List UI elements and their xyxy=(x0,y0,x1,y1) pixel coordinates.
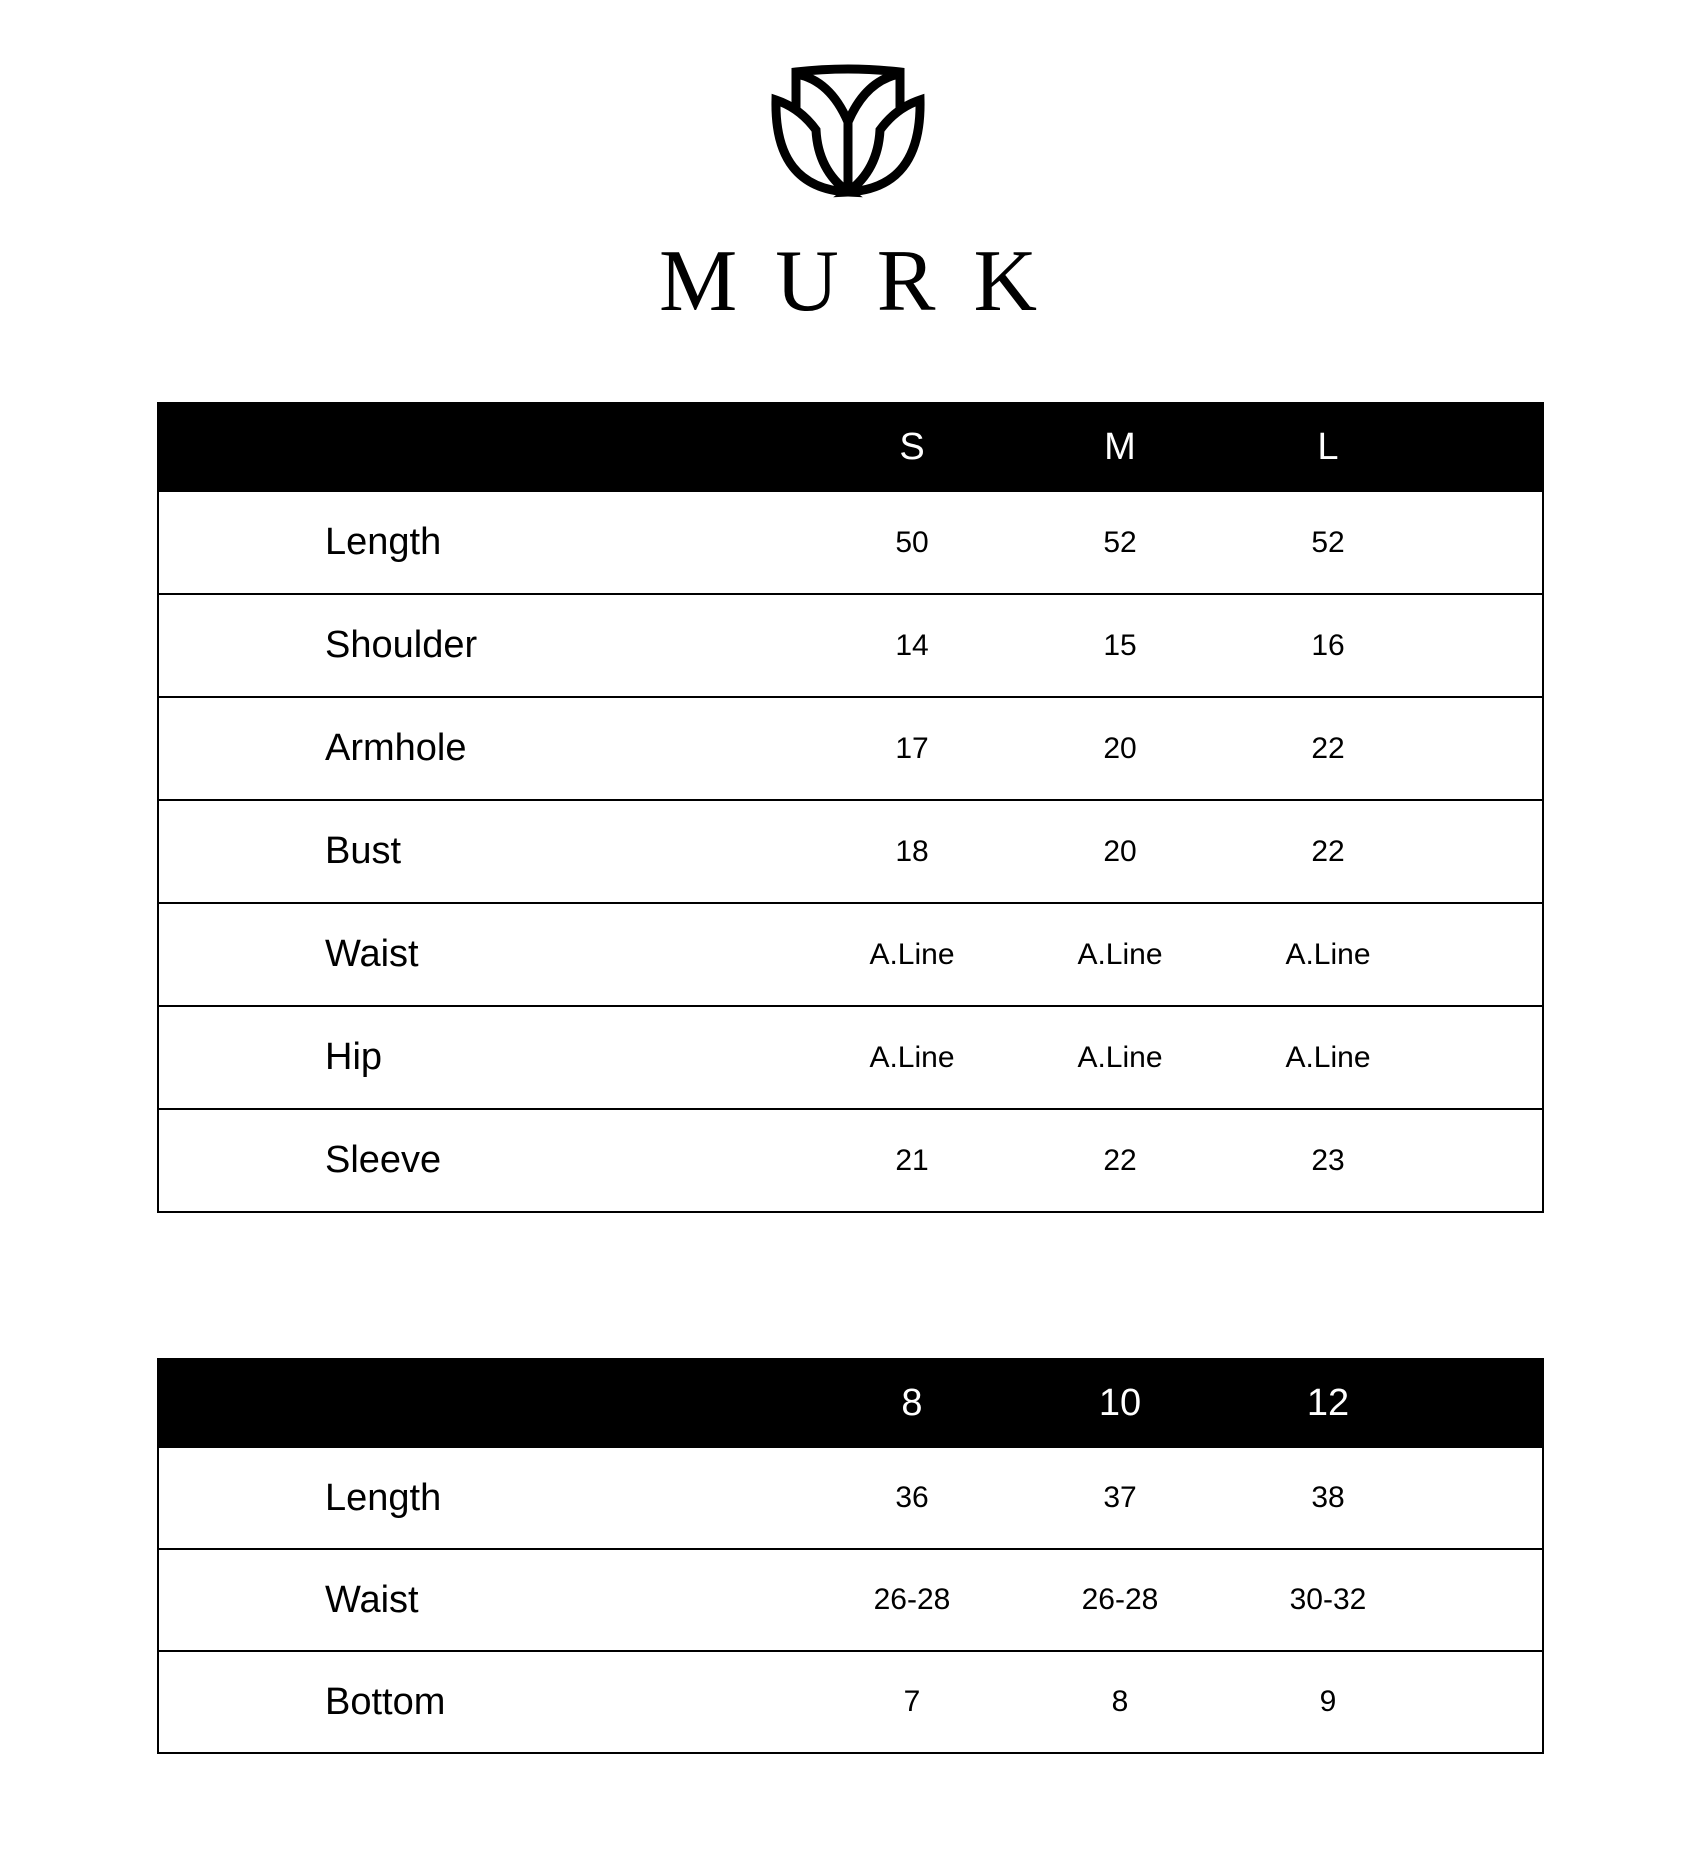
table-cell: 36 xyxy=(895,1481,929,1514)
table-cell: 26-28 xyxy=(1081,1583,1159,1616)
header-cell-size-s: S xyxy=(899,425,925,468)
table-row xyxy=(158,1006,1543,1109)
header-cell-empty xyxy=(158,403,808,491)
table-cell: 21 xyxy=(895,1143,929,1177)
table-cell: 26-28 xyxy=(873,1583,951,1616)
lotus-logo-icon xyxy=(768,60,928,200)
header-cell-padding xyxy=(1432,403,1543,491)
row-label: Sleeve xyxy=(325,1139,442,1181)
table-cell: 38 xyxy=(1311,1481,1345,1514)
table-cell: 52 xyxy=(1103,525,1137,559)
table-cell: 50 xyxy=(895,525,929,559)
header-cell-size-m: M xyxy=(1104,425,1136,468)
header-cell-empty xyxy=(158,1359,808,1447)
table-cell: 9 xyxy=(1319,1685,1337,1718)
table-cell-padding xyxy=(1432,1651,1543,1753)
table-cell-padding xyxy=(1432,903,1543,1006)
table-header-row xyxy=(158,1359,1543,1447)
table-cell: 52 xyxy=(1311,525,1345,559)
table-cell: 8 xyxy=(1111,1685,1129,1718)
table-cell-padding xyxy=(1432,594,1543,697)
table-cell: 14 xyxy=(895,628,929,662)
table-cell: 22 xyxy=(1311,834,1345,868)
table-cell-padding xyxy=(1432,697,1543,800)
table-cell: 16 xyxy=(1311,628,1345,662)
table-cell-padding xyxy=(1432,1006,1543,1109)
header-cell-size-l: L xyxy=(1317,425,1339,468)
brand-logo xyxy=(0,60,1696,330)
table-cell: A.Line xyxy=(1285,1040,1371,1074)
table-cell: 7 xyxy=(903,1685,921,1718)
table-cell: A.Line xyxy=(869,1040,955,1074)
table-row xyxy=(158,1109,1543,1212)
header-cell-size-12: 12 xyxy=(1306,1381,1350,1424)
row-label: Bust xyxy=(325,830,402,872)
table-row xyxy=(158,1651,1543,1753)
table-cell: 23 xyxy=(1311,1143,1345,1177)
size-chart-bottom-table xyxy=(157,1358,1544,1754)
table-cell: 22 xyxy=(1103,1143,1137,1177)
table-row xyxy=(158,903,1543,1006)
header-cell-size-8: 8 xyxy=(901,1381,923,1424)
table-cell: 30-32 xyxy=(1289,1583,1367,1616)
table-cell: A.Line xyxy=(1077,1040,1163,1074)
row-label: Waist xyxy=(325,933,419,975)
table-cell: 17 xyxy=(895,731,929,765)
table-cell: 15 xyxy=(1103,628,1137,662)
table-cell-padding xyxy=(1432,1109,1543,1212)
table-cell: 37 xyxy=(1103,1481,1137,1514)
table-row xyxy=(158,697,1543,800)
row-label: Armhole xyxy=(325,727,467,769)
header-cell-padding xyxy=(1432,1359,1543,1447)
table-header-row xyxy=(158,403,1543,491)
row-label: Waist xyxy=(325,1578,419,1621)
table-cell-padding xyxy=(1432,1549,1543,1651)
table-cell: A.Line xyxy=(1285,937,1371,971)
table-cell: A.Line xyxy=(869,937,955,971)
table-cell-padding xyxy=(1432,800,1543,903)
table-cell: A.Line xyxy=(1077,937,1163,971)
row-label: Length xyxy=(325,521,442,563)
row-label: Bottom xyxy=(325,1680,446,1723)
table-cell: 20 xyxy=(1103,731,1137,765)
row-label: Shoulder xyxy=(325,624,478,666)
table-cell: 18 xyxy=(895,834,929,868)
table-cell: 20 xyxy=(1103,834,1137,868)
table-row xyxy=(158,1447,1543,1549)
header-cell-size-10: 10 xyxy=(1098,1381,1142,1424)
table-cell-padding xyxy=(1432,1447,1543,1549)
table-row xyxy=(158,594,1543,697)
row-label: Length xyxy=(325,1476,442,1519)
table-row xyxy=(158,491,1543,594)
table-row xyxy=(158,800,1543,903)
table-cell-padding xyxy=(1432,491,1543,594)
table-row xyxy=(158,1549,1543,1651)
table-cell: 22 xyxy=(1311,731,1345,765)
size-chart-top-table xyxy=(157,402,1544,1213)
row-label: Hip xyxy=(325,1036,383,1078)
brand-wordmark: MURK xyxy=(658,233,1076,330)
